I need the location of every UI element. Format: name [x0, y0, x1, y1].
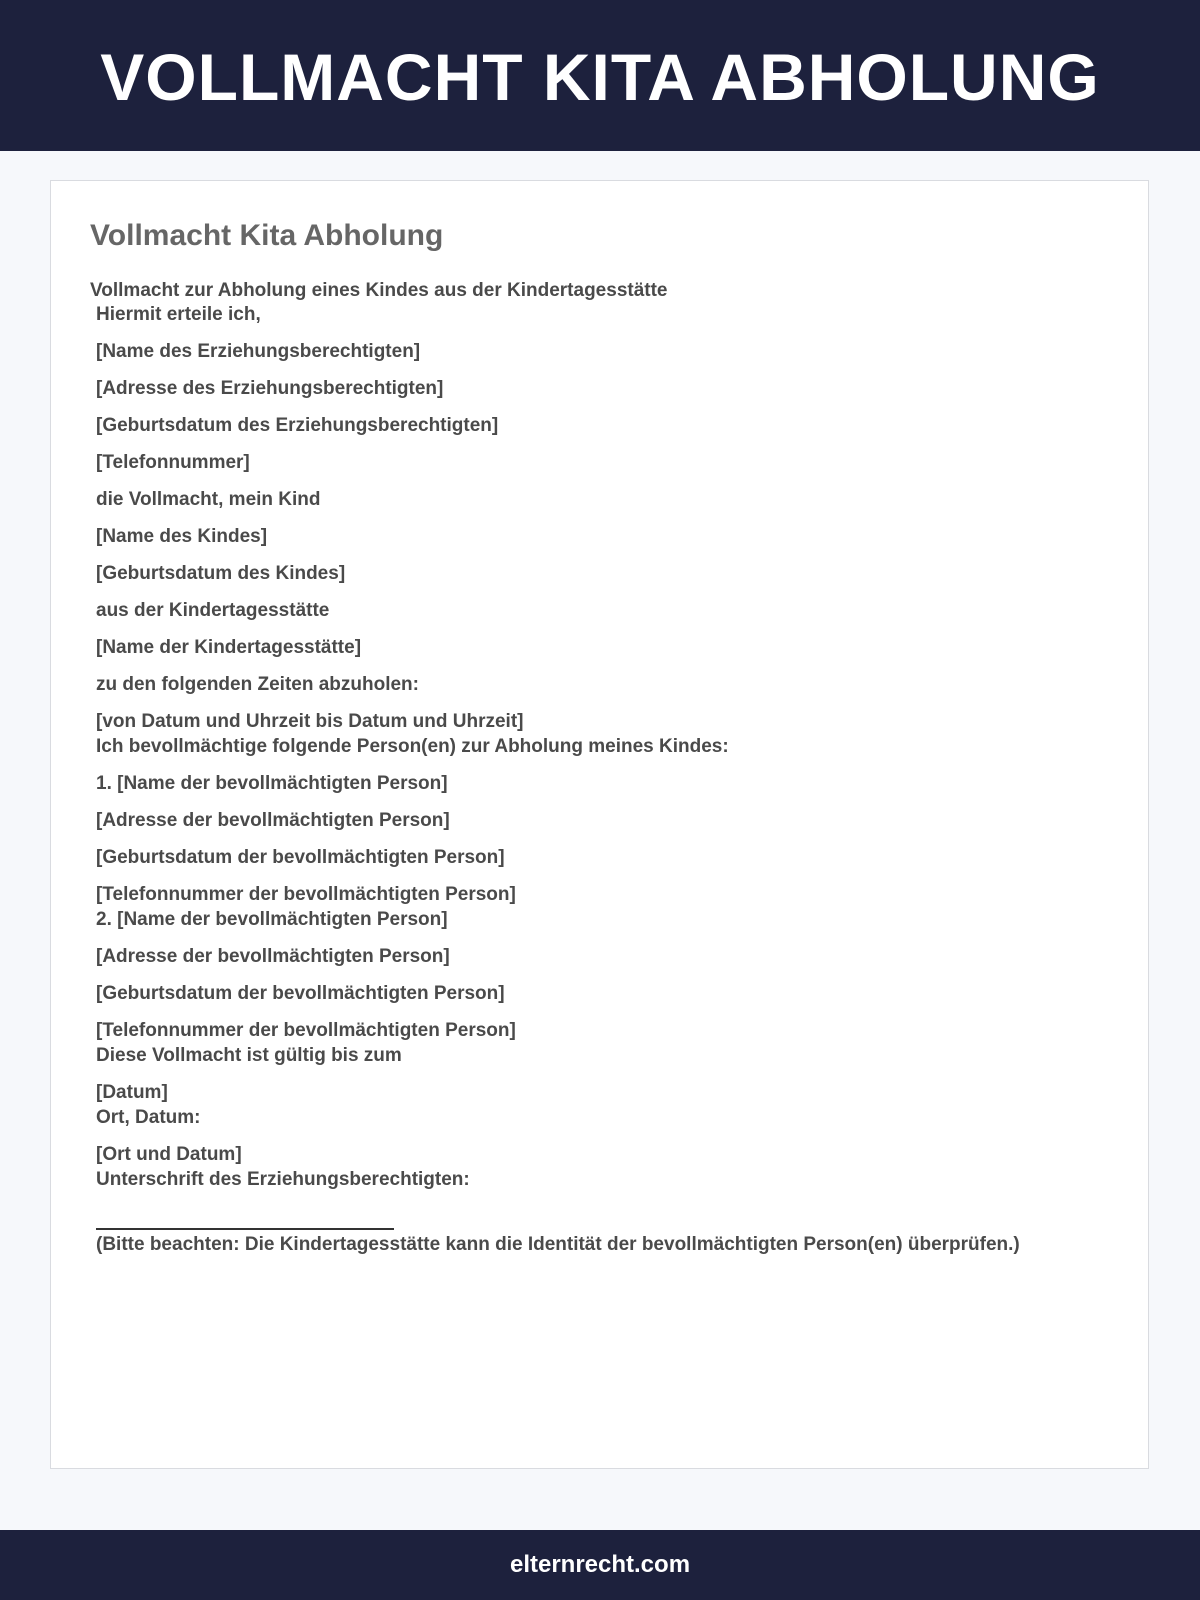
person1-name: 1. [Name der bevollmächtigten Person]: [96, 773, 448, 794]
placeholder-kita-name: [Name der Kindertagesstätte]: [96, 637, 362, 658]
placeholder-phone: [Telefonnummer]: [96, 452, 250, 473]
placeholder-guardian-name: [Name des Erziehungsberechtigten]: [96, 341, 421, 362]
banner-title: VOLLMACHT KITA ABHOLUNG: [100, 39, 1100, 114]
signature-line: [96, 1228, 394, 1230]
footer-bar: [0, 1530, 1200, 1600]
placeholder-child-name: [Name des Kindes]: [96, 526, 268, 547]
placeholder-place-date: [Ort und Datum]: [96, 1144, 242, 1165]
placeholder-guardian-address: [Adresse des Erziehungsberechtigten]: [96, 378, 444, 399]
person2-phone: [Telefonnummer der bevollmächtigten Person]: [96, 1020, 516, 1041]
person2-address: [Adresse der bevollmächtigten Person]: [96, 946, 450, 967]
person1-address: [Adresse der bevollmächtigten Person]: [96, 810, 450, 831]
person2-name: 2. [Name der bevollmächtigten Person]: [96, 909, 448, 930]
top-banner: [0, 0, 1200, 151]
person1-phone: [Telefonnummer der bevollmächtigten Person]: [96, 884, 516, 905]
document-card: [50, 180, 1149, 1469]
line-intro: Hiermit erteile ich,: [96, 304, 261, 325]
placeholder-date: [Datum]: [96, 1082, 168, 1103]
line-times: zu den folgenden Zeiten abzuholen:: [96, 674, 419, 695]
placeholder-guardian-birthdate: [Geburtsdatum des Erziehungsberechtigten]: [96, 415, 499, 436]
document-heading: Vollmacht Kita Abholung: [90, 219, 444, 252]
placeholder-child-birthdate: [Geburtsdatum des Kindes]: [96, 563, 346, 584]
line-valid-until: Diese Vollmacht ist gültig bis zum: [96, 1045, 402, 1066]
person2-birthdate: [Geburtsdatum der bevollmächtigten Person]: [96, 983, 505, 1004]
line-from-kita: aus der Kindertagesstätte: [96, 600, 330, 621]
line-place-date: Ort, Datum:: [96, 1107, 201, 1128]
line-authorization: die Vollmacht, mein Kind: [96, 489, 321, 510]
line-signature-label: Unterschrift des Erziehungsberechtigten:: [96, 1169, 470, 1190]
person1-birthdate: [Geburtsdatum der bevollmächtigten Person]: [96, 847, 505, 868]
placeholder-time-range: [von Datum und Uhrzeit bis Datum und Uhrzeit]: [96, 711, 524, 732]
line-authorized-persons: Ich bevollmächtige folgende Person(en) zur Abholung meines Kindes:: [96, 736, 729, 757]
line-notice: (Bitte beachten: Die Kindertagesstätte kann die Identität der bevollmächtigten Person(en) überprüfen.): [96, 1234, 1020, 1255]
footer-site-name: elternrecht.com: [509, 1551, 691, 1578]
document-subtitle: Vollmacht zur Abholung eines Kindes aus der Kindertagesstätte: [90, 280, 668, 301]
